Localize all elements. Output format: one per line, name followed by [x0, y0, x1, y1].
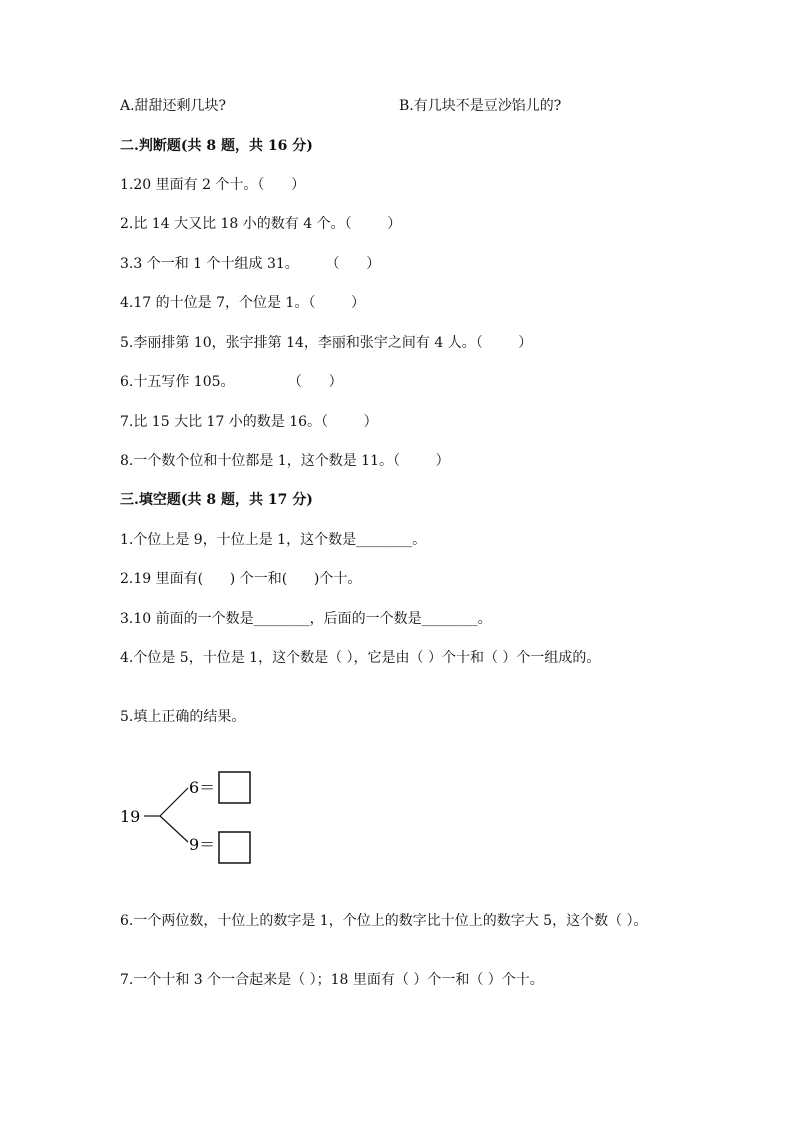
decomposition-diagram: [118, 762, 268, 872]
fill-item: 3.10 前面的一个数是________，后面的一个数是________。: [120, 611, 492, 627]
fill-item: 7.一个十和 3 个一合起来是（ ）；18 里面有（ ）个一和（ ）个十。: [120, 972, 544, 988]
judgement-item: 6.十五写作 105。 （ ）: [120, 374, 343, 390]
judgement-item: 1.20 里面有 2 个十。（ ）: [120, 177, 306, 193]
judgement-item: 4.17 的十位是 7，个位是 1。（ ）: [120, 295, 365, 311]
judgement-item: 8.一个数个位和十位都是 1，这个数是 11。（ ）: [120, 453, 450, 469]
diagram-top-label: 6＝: [189, 778, 216, 797]
option-a: A.甜甜还剩几块?: [120, 98, 227, 114]
diagram-bottom-label: 9＝: [189, 835, 216, 854]
fill-item: 5.填上正确的结果。: [120, 709, 246, 725]
diagram-root-number: 19: [120, 807, 141, 826]
fill-item: 2.19 里面有( ) 个一和( )个十。: [120, 571, 362, 587]
fill-item: 4.个位是 5，十位是 1，这个数是（ ），它是由（ ）个十和（ ）个一组成的。: [120, 650, 601, 666]
section-title-judgement: 二.判断题(共 8 题，共 16 分): [120, 138, 313, 154]
diagram-branch-top: [160, 788, 188, 816]
judgement-item: 7.比 15 大比 17 小的数是 16。（ ）: [120, 414, 378, 430]
fill-item: 1.个位上是 9，十位上是 1，这个数是________。: [120, 532, 427, 548]
section-title-fill-blank: 三.填空题(共 8 题，共 17 分): [120, 492, 313, 508]
answer-box-top[interactable]: [219, 772, 250, 803]
diagram-branch-bottom: [160, 816, 188, 842]
option-b: B.有几块不是豆沙馅儿的?: [399, 98, 562, 114]
judgement-item: 5.李丽排第 10，张宇排第 14，李丽和张宇之间有 4 人。（ ）: [120, 335, 533, 351]
judgement-item: 2.比 14 大又比 18 小的数有 4 个。（ ）: [120, 216, 402, 232]
fill-item: 6.一个两位数，十位上的数字是 1，个位上的数字比十位上的数字大 5，这个数（ ）。: [120, 913, 648, 929]
judgement-item: 3.3 个一和 1 个十组成 31。 （ ）: [120, 256, 381, 272]
answer-box-bottom[interactable]: [219, 832, 250, 863]
